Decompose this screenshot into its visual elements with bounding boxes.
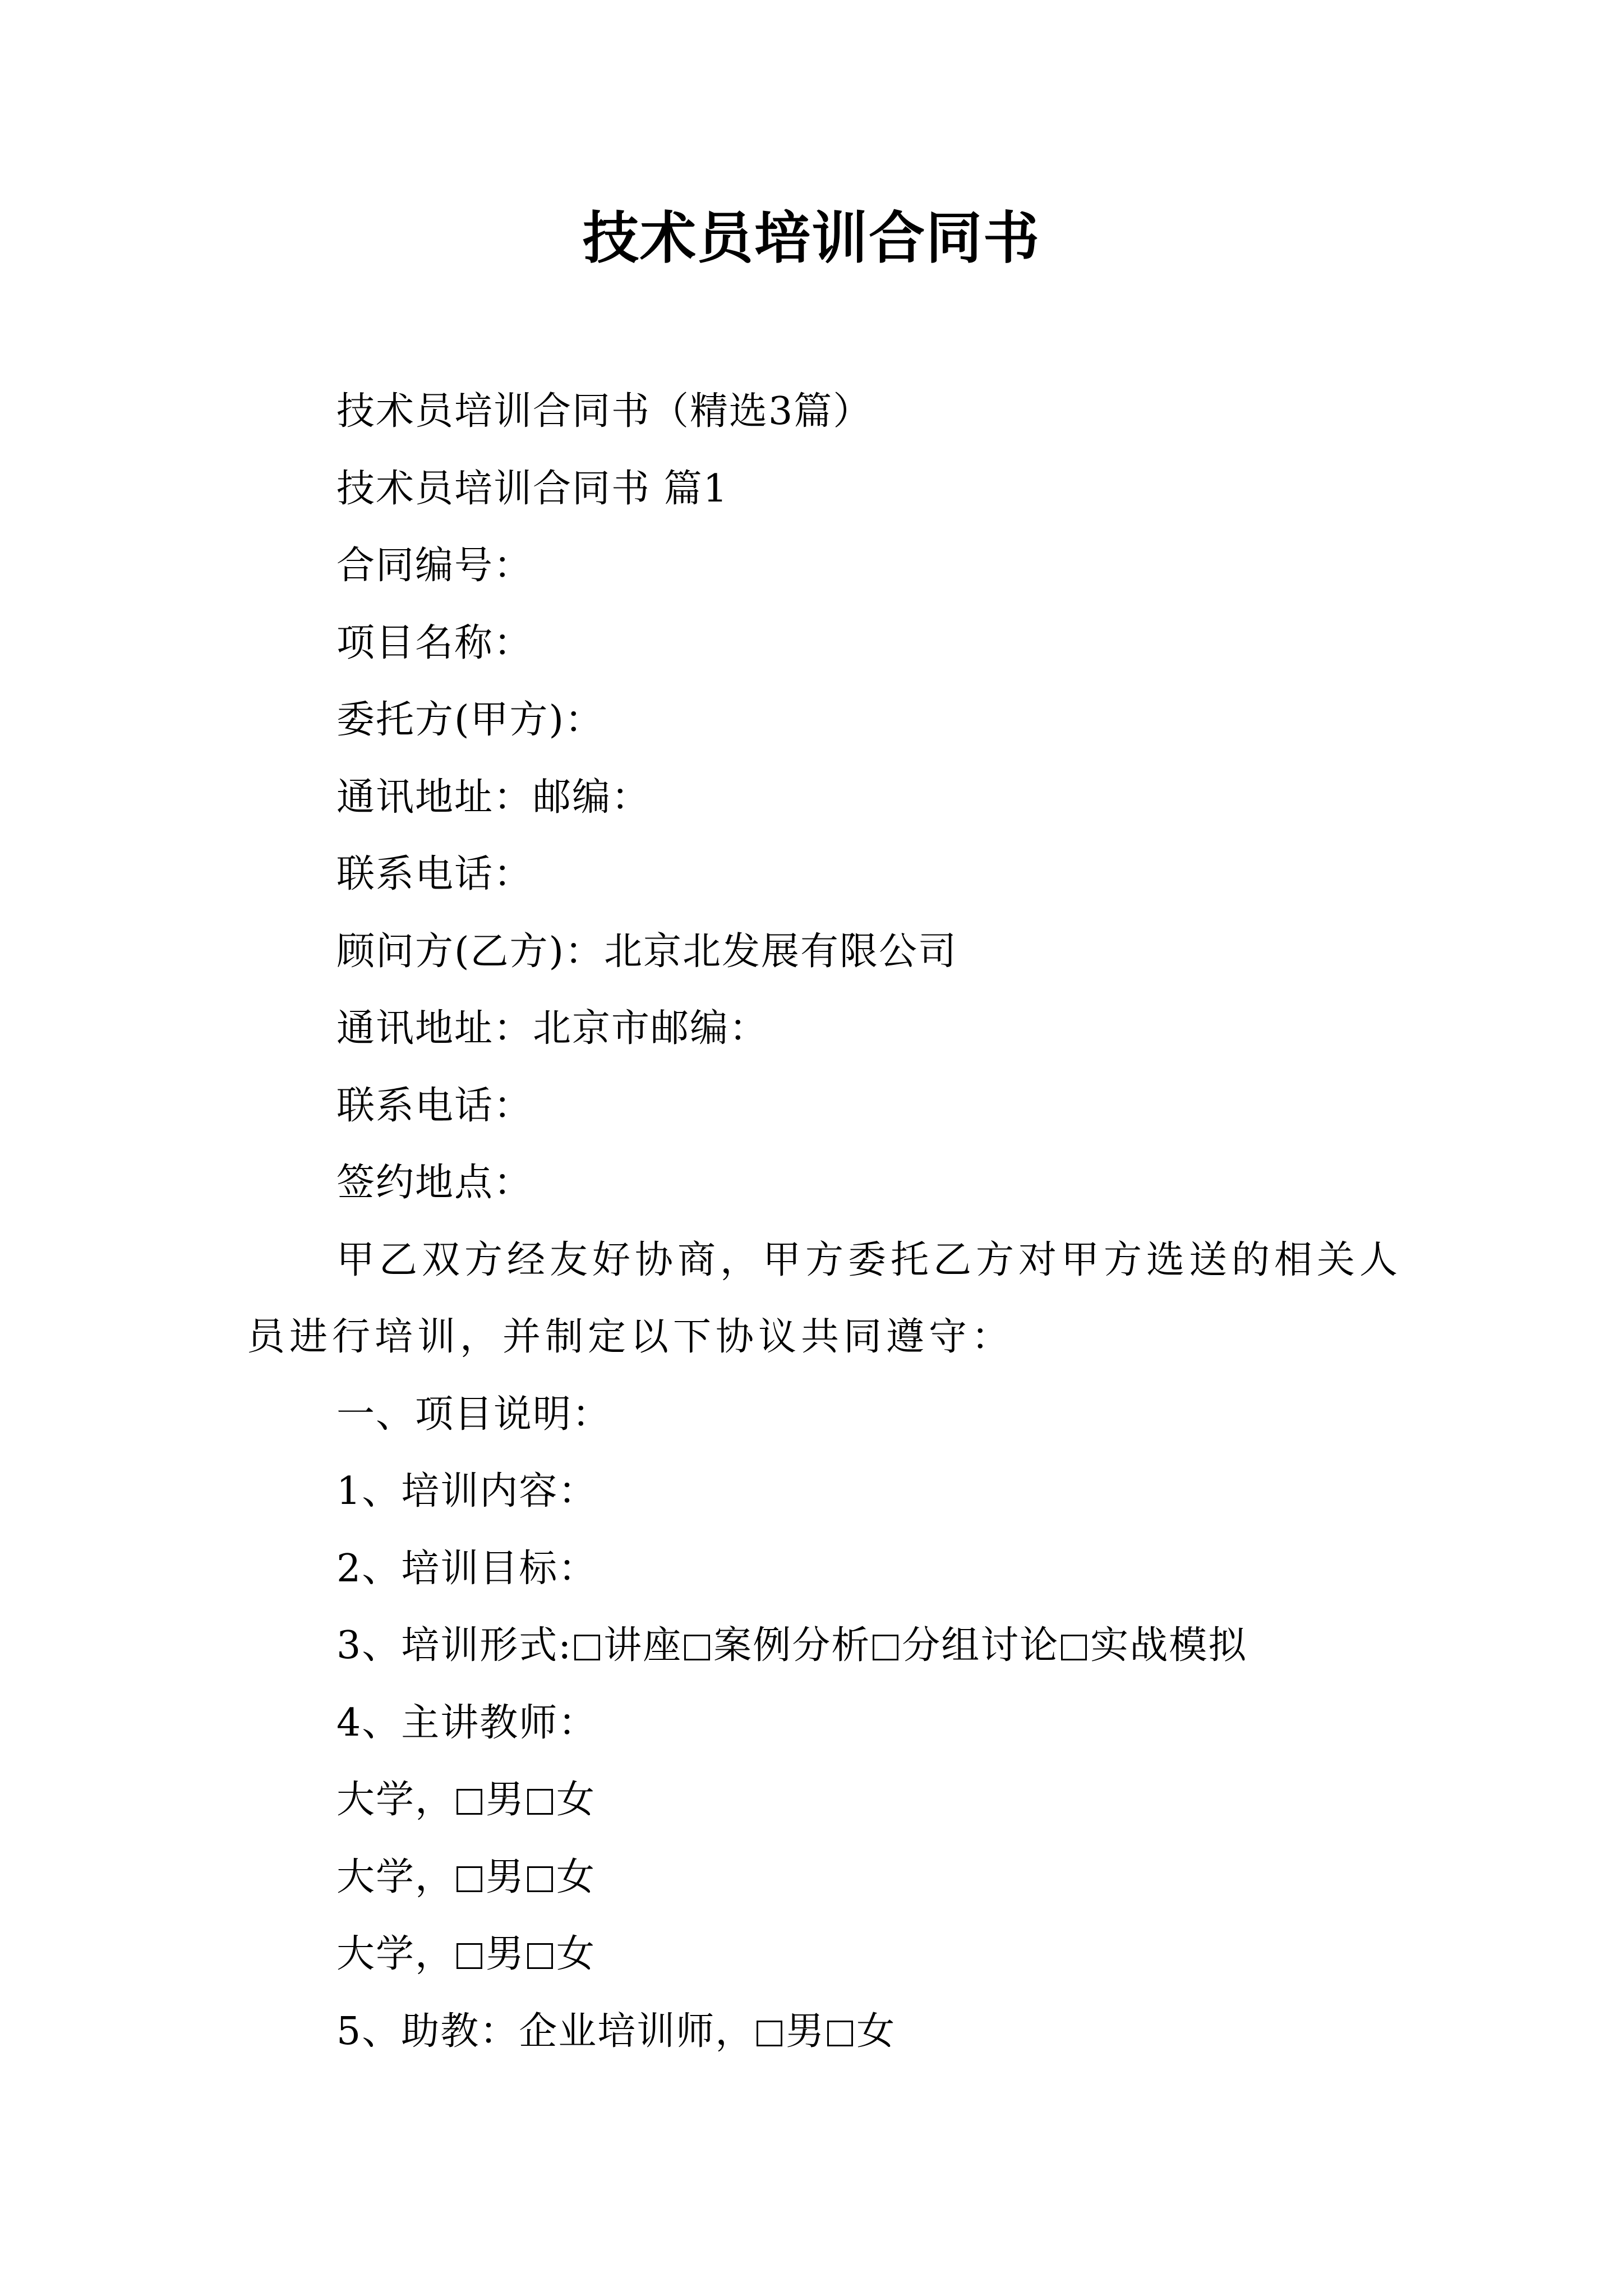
field-party-a-phone: 联系电话： xyxy=(336,852,533,896)
section-one-heading: 一、项目说明： xyxy=(336,1392,612,1437)
item-assistant xyxy=(247,1993,1402,2070)
format-option-group-discussion: 分组讨论 xyxy=(902,1623,1059,1668)
lecturer-school: 大学， xyxy=(336,1932,455,1976)
gender-male-label: 男 xyxy=(486,1778,525,1822)
field-party-b-address: 通讯地址：北京市邮编： xyxy=(336,1006,769,1051)
checkbox-female[interactable] xyxy=(827,2021,853,2046)
item-training-goal: 2、培训目标： xyxy=(336,1546,598,1591)
checkbox-male[interactable] xyxy=(457,1943,482,1969)
field-party-b: 顾问方(乙方)：北京北发展有限公司 xyxy=(336,929,958,974)
format-label: 3、培训形式: xyxy=(336,1623,573,1668)
checkbox-male[interactable] xyxy=(457,1789,482,1815)
lecturer-row xyxy=(247,1761,1402,1839)
checkbox-female[interactable] xyxy=(527,1866,553,1892)
document-title: 技术员培训合同书 xyxy=(583,205,1040,271)
lecturer-school: 大学， xyxy=(336,1855,455,1899)
field-party-a: 委托方(甲方)： xyxy=(336,698,605,742)
checkbox-male[interactable] xyxy=(457,1866,482,1892)
field-sign-place: 签约地点： xyxy=(336,1161,533,1205)
gender-female-label: 女 xyxy=(556,1778,596,1822)
section-heading: 技术员培训合同书 篇1 xyxy=(336,466,728,511)
item-training-content: 1、培训内容： xyxy=(336,1469,598,1513)
lecturer-row xyxy=(247,1839,1402,1916)
checkbox-female[interactable] xyxy=(527,1789,553,1815)
assistant-label: 5、助教：企业培训师， xyxy=(336,2009,755,2054)
field-contract-no: 合同编号： xyxy=(336,544,533,588)
lecturer-row xyxy=(247,1916,1402,1993)
document-subtitle: 技术员培训合同书（精选3篇） xyxy=(336,389,873,434)
field-project-name: 项目名称： xyxy=(336,620,533,665)
field-party-a-address: 通讯地址：邮编： xyxy=(336,775,651,820)
gender-male-label: 男 xyxy=(786,2009,826,2054)
field-party-b-phone: 联系电话： xyxy=(336,1083,533,1128)
checkbox-female[interactable] xyxy=(527,1943,553,1969)
checkbox-lecture[interactable] xyxy=(574,1635,600,1660)
checkbox-male[interactable] xyxy=(757,2021,782,2046)
gender-male-label: 男 xyxy=(486,1855,525,1899)
document-body xyxy=(247,373,1402,2070)
item-training-format xyxy=(247,1607,1402,1685)
item-lecturers: 4、主讲教师： xyxy=(336,1700,598,1745)
lecturer-school: 大学， xyxy=(336,1778,455,1822)
gender-female-label: 女 xyxy=(556,1855,596,1899)
checkbox-practical-simulation[interactable] xyxy=(1061,1635,1087,1660)
format-option-practical-simulation: 实战模拟 xyxy=(1090,1623,1248,1668)
format-option-lecture: 讲座 xyxy=(603,1623,683,1668)
checkbox-case-study[interactable] xyxy=(684,1635,710,1660)
gender-male-label: 男 xyxy=(486,1932,525,1976)
gender-female-label: 女 xyxy=(856,2009,896,2054)
intro-paragraph: 甲乙双方经友好协商，甲方委托乙方对甲方选送的相关人员进行培训，并制定以下协议共同遵守： xyxy=(247,1237,1403,1359)
gender-female-label: 女 xyxy=(556,1932,596,1976)
checkbox-group-discussion[interactable] xyxy=(873,1635,898,1660)
format-option-case-study: 案例分析 xyxy=(713,1623,871,1668)
